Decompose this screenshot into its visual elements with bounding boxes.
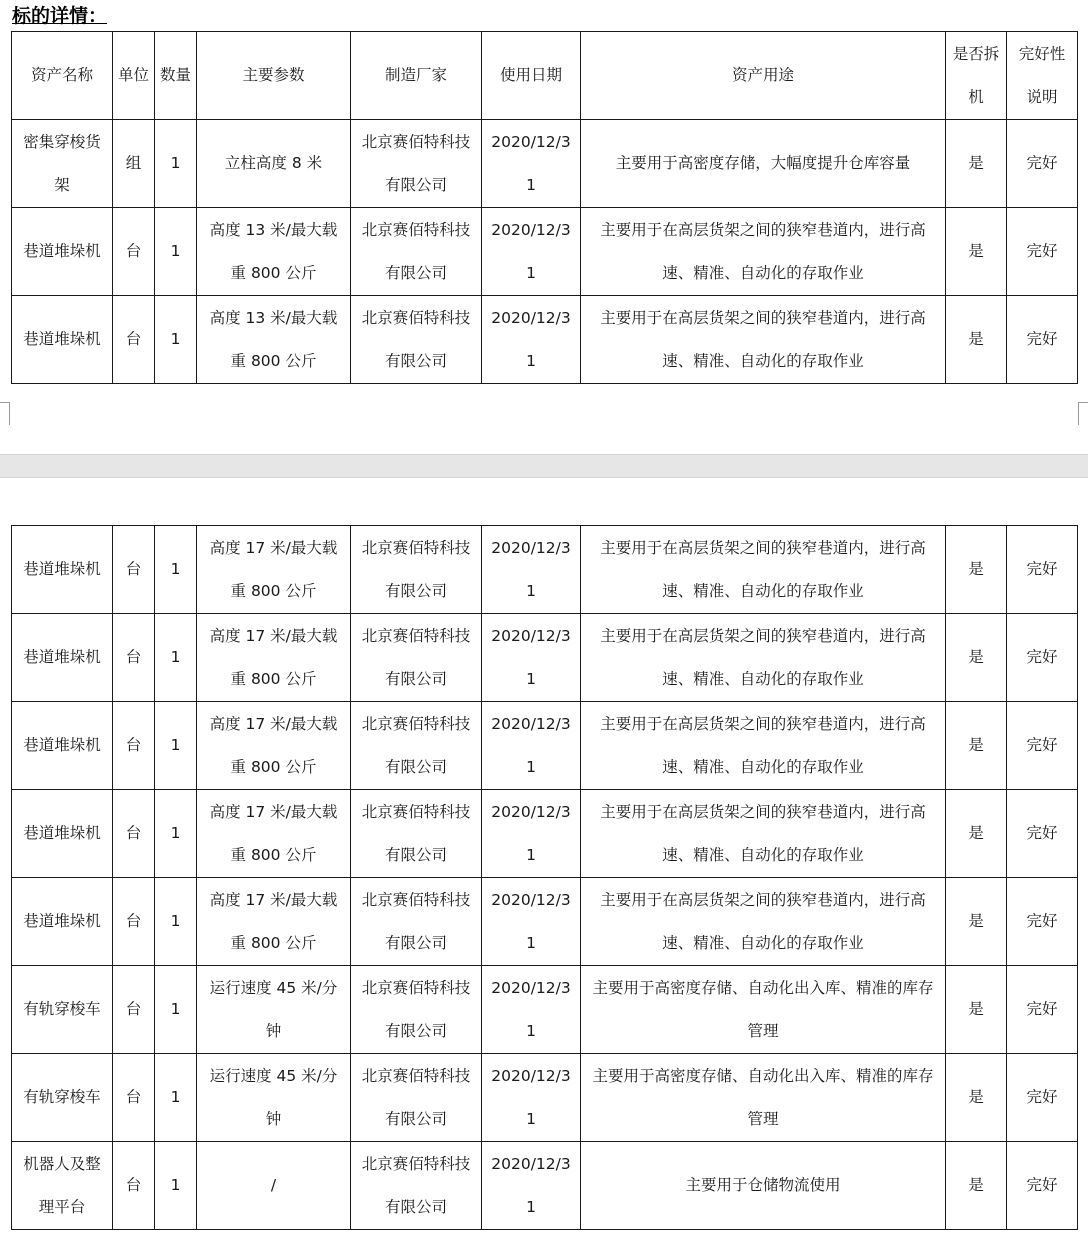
- cell-unit: 台: [113, 296, 155, 384]
- cell-maker: 北京赛佰特科技有限公司: [351, 208, 482, 296]
- cell-condition: 完好: [1007, 296, 1078, 384]
- cell-name: 巷道堆垛机: [12, 614, 113, 702]
- cell-maker: 北京赛佰特科技有限公司: [351, 1142, 482, 1230]
- cell-use: 主要用于仓储物流使用: [581, 1142, 946, 1230]
- cell-use: 主要用于高密度存储、自动化出入库、精准的库存管理: [581, 1054, 946, 1142]
- cell-name: 巷道堆垛机: [12, 526, 113, 614]
- cell-params: 高度 17 米/最大载重 800 公斤: [197, 790, 351, 878]
- cell-params: 高度 17 米/最大载重 800 公斤: [197, 878, 351, 966]
- cell-use: 主要用于在高层货架之间的狭窄巷道内，进行高速、精准、自动化的存取作业: [581, 208, 946, 296]
- cell-condition: 完好: [1007, 614, 1078, 702]
- cell-dismantle: 是: [946, 120, 1007, 208]
- cell-condition: 完好: [1007, 120, 1078, 208]
- cell-maker: 北京赛佰特科技有限公司: [351, 614, 482, 702]
- page-corner-mark: [0, 402, 10, 425]
- cell-name: 有轨穿梭车: [12, 1054, 113, 1142]
- cell-qty: 1: [155, 614, 197, 702]
- header-qty: 数量: [155, 32, 197, 120]
- table-header-row: [12, 32, 1078, 120]
- header-params: 主要参数: [197, 32, 351, 120]
- cell-date: 2020/12/31: [482, 702, 581, 790]
- table-row: [12, 878, 1078, 966]
- cell-condition: 完好: [1007, 966, 1078, 1054]
- cell-qty: 1: [155, 1142, 197, 1230]
- page-corner-mark: [1078, 402, 1088, 425]
- header-unit: 单位: [113, 32, 155, 120]
- asset-table-page1: [11, 31, 1078, 384]
- header-dismantle: 是否拆机: [946, 32, 1007, 120]
- cell-date: 2020/12/31: [482, 1142, 581, 1230]
- cell-params: 高度 17 米/最大载重 800 公斤: [197, 614, 351, 702]
- section-heading: 标的详情：: [12, 5, 108, 27]
- cell-maker: 北京赛佰特科技有限公司: [351, 296, 482, 384]
- cell-dismantle: 是: [946, 614, 1007, 702]
- cell-unit: 台: [113, 790, 155, 878]
- cell-maker: 北京赛佰特科技有限公司: [351, 120, 482, 208]
- cell-maker: 北京赛佰特科技有限公司: [351, 878, 482, 966]
- cell-date: 2020/12/31: [482, 1054, 581, 1142]
- cell-use: 主要用于在高层货架之间的狭窄巷道内，进行高速、精准、自动化的存取作业: [581, 614, 946, 702]
- cell-dismantle: 是: [946, 966, 1007, 1054]
- table-row: [12, 1054, 1078, 1142]
- cell-qty: 1: [155, 120, 197, 208]
- cell-dismantle: 是: [946, 526, 1007, 614]
- cell-unit: 台: [113, 526, 155, 614]
- cell-date: 2020/12/31: [482, 790, 581, 878]
- header-use: 资产用途: [581, 32, 946, 120]
- cell-date: 2020/12/31: [482, 878, 581, 966]
- cell-unit: 台: [113, 966, 155, 1054]
- cell-date: 2020/12/31: [482, 966, 581, 1054]
- cell-qty: 1: [155, 966, 197, 1054]
- cell-maker: 北京赛佰特科技有限公司: [351, 966, 482, 1054]
- cell-use: 主要用于在高层货架之间的狭窄巷道内，进行高速、精准、自动化的存取作业: [581, 878, 946, 966]
- cell-name: 巷道堆垛机: [12, 878, 113, 966]
- cell-unit: 组: [113, 120, 155, 208]
- cell-qty: 1: [155, 296, 197, 384]
- table-row: [12, 296, 1078, 384]
- cell-params: /: [197, 1142, 351, 1230]
- cell-name: 巷道堆垛机: [12, 296, 113, 384]
- cell-name: 机器人及整理平台: [12, 1142, 113, 1230]
- cell-params: 高度 17 米/最大载重 800 公斤: [197, 526, 351, 614]
- cell-condition: 完好: [1007, 790, 1078, 878]
- cell-params: 运行速度 45 米/分钟: [197, 966, 351, 1054]
- cell-date: 2020/12/31: [482, 526, 581, 614]
- cell-qty: 1: [155, 208, 197, 296]
- cell-dismantle: 是: [946, 296, 1007, 384]
- cell-unit: 台: [113, 1142, 155, 1230]
- header-name: 资产名称: [12, 32, 113, 120]
- cell-name: 巷道堆垛机: [12, 702, 113, 790]
- cell-date: 2020/12/31: [482, 614, 581, 702]
- cell-unit: 台: [113, 1054, 155, 1142]
- cell-unit: 台: [113, 208, 155, 296]
- cell-maker: 北京赛佰特科技有限公司: [351, 526, 482, 614]
- cell-qty: 1: [155, 790, 197, 878]
- cell-qty: 1: [155, 1054, 197, 1142]
- cell-unit: 台: [113, 878, 155, 966]
- cell-use: 主要用于在高层货架之间的狭窄巷道内，进行高速、精准、自动化的存取作业: [581, 702, 946, 790]
- header-condition: 完好性说明: [1007, 32, 1078, 120]
- cell-unit: 台: [113, 614, 155, 702]
- cell-use: 主要用于高密度存储，大幅度提升仓库容量: [581, 120, 946, 208]
- cell-condition: 完好: [1007, 208, 1078, 296]
- cell-condition: 完好: [1007, 1142, 1078, 1230]
- cell-condition: 完好: [1007, 702, 1078, 790]
- header-date: 使用日期: [482, 32, 581, 120]
- cell-name: 巷道堆垛机: [12, 790, 113, 878]
- cell-dismantle: 是: [946, 1142, 1007, 1230]
- cell-use: 主要用于在高层货架之间的狭窄巷道内，进行高速、精准、自动化的存取作业: [581, 526, 946, 614]
- cell-date: 2020/12/31: [482, 208, 581, 296]
- cell-dismantle: 是: [946, 1054, 1007, 1142]
- cell-unit: 台: [113, 702, 155, 790]
- cell-date: 2020/12/31: [482, 296, 581, 384]
- cell-params: 高度 13 米/最大载重 800 公斤: [197, 296, 351, 384]
- table-row: [12, 1142, 1078, 1230]
- cell-params: 高度 17 米/最大载重 800 公斤: [197, 702, 351, 790]
- table-row: [12, 120, 1078, 208]
- cell-dismantle: 是: [946, 790, 1007, 878]
- cell-date: 2020/12/31: [482, 120, 581, 208]
- table-row: [12, 702, 1078, 790]
- cell-use: 主要用于在高层货架之间的狭窄巷道内，进行高速、精准、自动化的存取作业: [581, 296, 946, 384]
- cell-use: 主要用于高密度存储、自动化出入库、精准的库存管理: [581, 966, 946, 1054]
- cell-name: 密集穿梭货架: [12, 120, 113, 208]
- table-row: [12, 526, 1078, 614]
- cell-params: 高度 13 米/最大载重 800 公斤: [197, 208, 351, 296]
- cell-name: 有轨穿梭车: [12, 966, 113, 1054]
- cell-qty: 1: [155, 526, 197, 614]
- cell-params: 立柱高度 8 米: [197, 120, 351, 208]
- cell-qty: 1: [155, 702, 197, 790]
- cell-dismantle: 是: [946, 702, 1007, 790]
- cell-dismantle: 是: [946, 878, 1007, 966]
- table-row: [12, 208, 1078, 296]
- table-row: [12, 614, 1078, 702]
- cell-qty: 1: [155, 878, 197, 966]
- page-break-gap: [0, 454, 1088, 478]
- cell-dismantle: 是: [946, 208, 1007, 296]
- cell-maker: 北京赛佰特科技有限公司: [351, 702, 482, 790]
- asset-table-page2: [11, 525, 1078, 1230]
- cell-condition: 完好: [1007, 878, 1078, 966]
- header-maker: 制造厂家: [351, 32, 482, 120]
- cell-maker: 北京赛佰特科技有限公司: [351, 1054, 482, 1142]
- cell-name: 巷道堆垛机: [12, 208, 113, 296]
- cell-condition: 完好: [1007, 526, 1078, 614]
- table-row: [12, 966, 1078, 1054]
- cell-maker: 北京赛佰特科技有限公司: [351, 790, 482, 878]
- cell-params: 运行速度 45 米/分钟: [197, 1054, 351, 1142]
- cell-condition: 完好: [1007, 1054, 1078, 1142]
- table-row: [12, 790, 1078, 878]
- cell-use: 主要用于在高层货架之间的狭窄巷道内，进行高速、精准、自动化的存取作业: [581, 790, 946, 878]
